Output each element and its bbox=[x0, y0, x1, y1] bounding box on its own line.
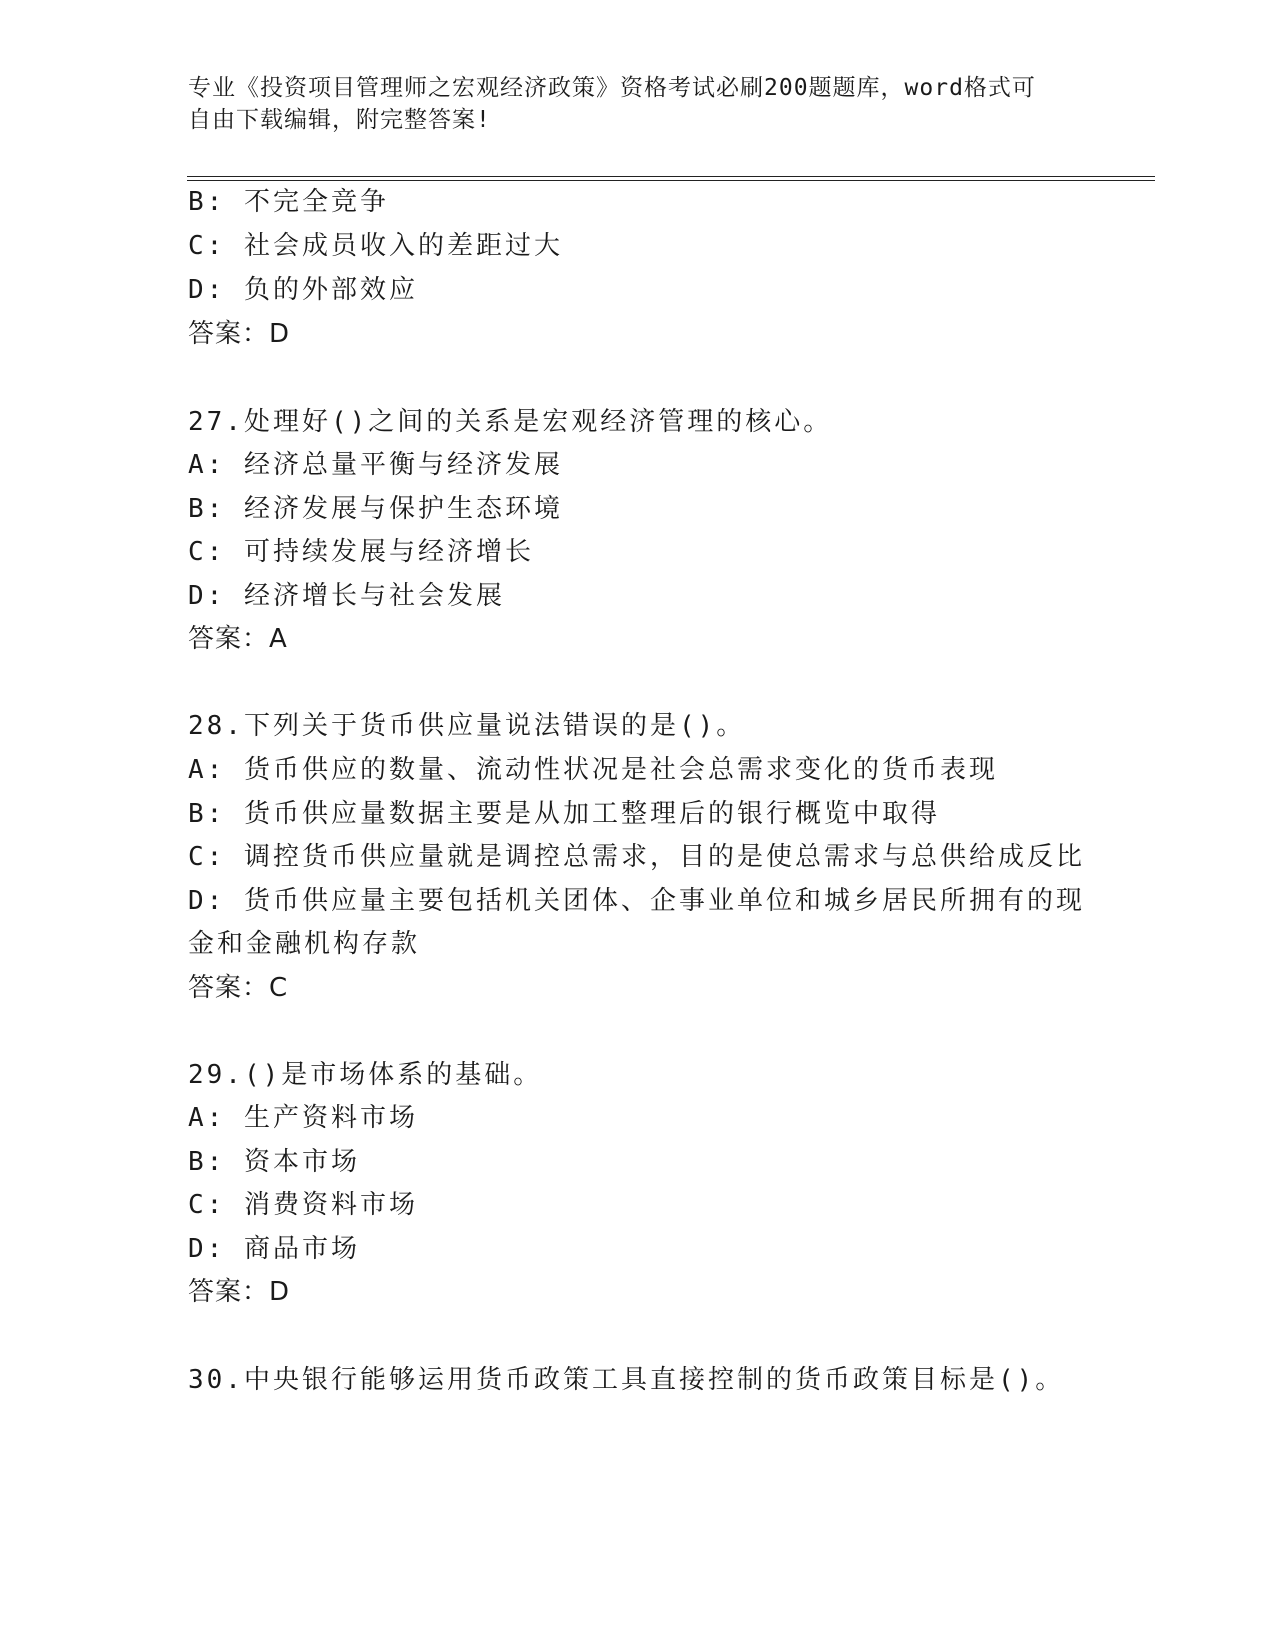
q28-question: 28.下列关于货币供应量说法错误的是()。 bbox=[188, 711, 746, 741]
document-header bbox=[188, 72, 1088, 136]
q28-answer: 答案：C bbox=[188, 973, 289, 1003]
q29-option-a: A: 生产资料市场 bbox=[188, 1103, 418, 1133]
q26-answer: 答案：D bbox=[188, 319, 291, 349]
q26-option-d: D: 负的外部效应 bbox=[188, 275, 418, 305]
q27-option-d: D: 经济增长与社会发展 bbox=[188, 581, 505, 611]
q27-answer: 答案：A bbox=[188, 624, 288, 654]
header-title-line-2: 自由下载编辑，附完整答案! bbox=[188, 107, 491, 133]
q26-option-c: C: 社会成员收入的差距过大 bbox=[188, 231, 563, 261]
q28-option-d-line-1: D: 货币供应量主要包括机关团体、企事业单位和城乡居民所拥有的现 bbox=[188, 886, 1085, 916]
q27-option-a: A: 经济总量平衡与经济发展 bbox=[188, 450, 563, 480]
header-title-line-1: 专业《投资项目管理师之宏观经济政策》资格考试必刷200题题库，word格式可 bbox=[188, 75, 1036, 101]
q27-option-c: C: 可持续发展与经济增长 bbox=[188, 537, 534, 567]
q29-question: 29.()是市场体系的基础。 bbox=[188, 1060, 543, 1090]
q29-option-d: D: 商品市场 bbox=[188, 1234, 360, 1264]
header-divider bbox=[187, 176, 1155, 181]
q28-option-c: C: 调控货币供应量就是调控总需求，目的是使总需求与总供给成反比 bbox=[188, 842, 1085, 872]
q30-question: 30.中央银行能够运用货币政策工具直接控制的货币政策目标是()。 bbox=[188, 1365, 1065, 1395]
q29-option-b: B: 资本市场 bbox=[188, 1147, 360, 1177]
q28-option-b: B: 货币供应量数据主要是从加工整理后的银行概览中取得 bbox=[188, 799, 940, 829]
q28-option-a: A: 货币供应的数量、流动性状况是社会总需求变化的货币表现 bbox=[188, 755, 998, 785]
q27-question: 27.处理好()之间的关系是宏观经济管理的核心。 bbox=[188, 407, 833, 437]
q26-option-b: B: 不完全竞争 bbox=[188, 187, 389, 217]
q29-answer: 答案：D bbox=[188, 1277, 291, 1307]
q27-option-b: B: 经济发展与保护生态环境 bbox=[188, 494, 563, 524]
q29-option-c: C: 消费资料市场 bbox=[188, 1190, 418, 1220]
q28-option-d-line-2: 金和金融机构存款 bbox=[188, 929, 421, 959]
